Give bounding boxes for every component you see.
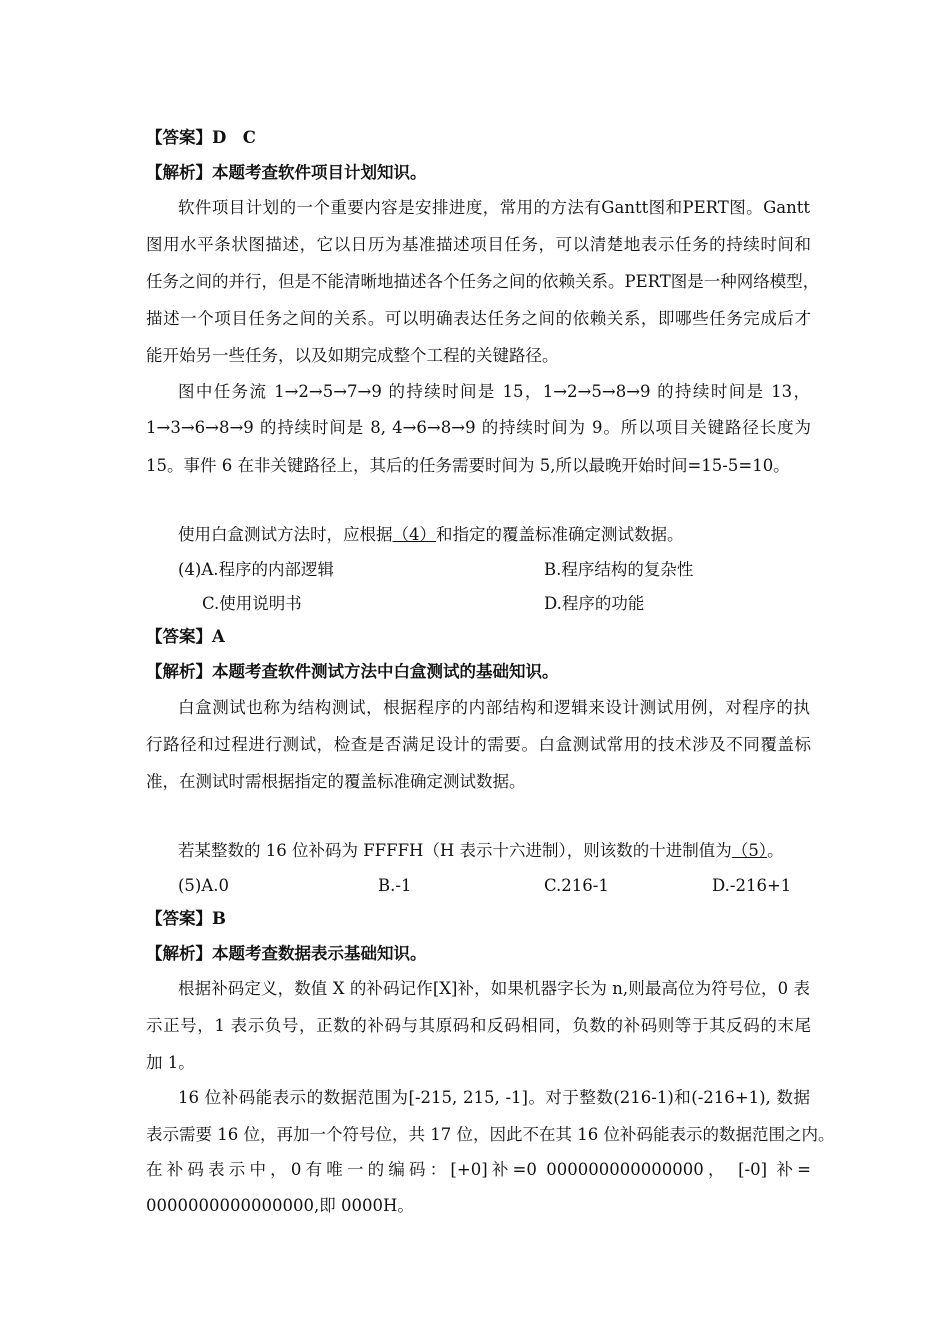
q5-option-b: B.-1 <box>378 876 412 895</box>
q5-answer <box>146 909 811 929</box>
q5-option-c: C.216-1 <box>544 876 609 895</box>
q4-para1-line: 白盒测试也称为结构测试，根据程序的内部结构和逻辑来设计测试用例，对程序的执 <box>178 698 810 717</box>
q4-para1-line: 准，在测试时需根据指定的覆盖标准确定测试数据。 <box>146 772 526 791</box>
q4-answer-label: 【答案】 <box>146 627 212 646</box>
q3-analysis-heading <box>146 163 811 183</box>
q4-option-a: (4)A.程序的内部逻辑 <box>178 560 335 579</box>
q5-para2-line: 表示需要 16 位，再加一个符号位，共 17 位，因此不在其 16 位补码能表示的数据范围之内。 <box>146 1125 835 1144</box>
q5-option-a: (5)A.0 <box>178 876 230 895</box>
q3-para2-line: 15。事件 6 在非关键路径上，其后的任务需要时间为 5,所以最晚开始时间=15-5=10。 <box>146 456 790 475</box>
q4-option-b: B.程序结构的复杂性 <box>544 560 694 579</box>
q3-para1-line: 任务之间的并行，但是不能清晰地描述各个任务之间的依赖关系。PERT图是一种网络模型， <box>146 272 820 291</box>
q5-answer-label: 【答案】 <box>146 909 212 928</box>
q4-option-c: C.使用说明书 <box>202 594 302 613</box>
q4-para1-line: 行路径和过程进行测试，检查是否满足设计的需要。白盒测试常用的技术涉及不同覆盖标 <box>146 735 811 754</box>
q3-answer-value: D C <box>212 128 256 147</box>
q3-para1-line: 软件项目计划的一个重要内容是安排进度，常用的方法有Gantt图和PERT图。Gantt <box>178 198 810 217</box>
q4-answer-value: A <box>212 627 225 646</box>
q5-stem <box>178 841 843 861</box>
q5-para2-line: 0000000000000000,即 0000H。 <box>146 1196 414 1215</box>
q5-analysis-label: 【解析】 <box>146 944 212 963</box>
q5-analysis-title: 本题考查数据表示基础知识。 <box>212 944 427 963</box>
q3-para1-line: 描述一个项目任务之间的关系。可以明确表达任务之间的依赖关系，即哪些任务完成后才 <box>146 309 811 328</box>
q4-stem-text: 使用白盒测试方法时，应根据 <box>178 525 393 544</box>
q5-para2-line: 在补码表示中，0有唯一的编码：[+0]补=0 000000000000000， [-0] 补= <box>146 1160 811 1179</box>
q5-answer-value: B <box>212 909 226 928</box>
q4-blank: （4） <box>392 525 436 544</box>
q4-analysis-title: 本题考查软件测试方法中白盒测试的基础知识。 <box>212 662 559 681</box>
q4-answer <box>146 627 811 647</box>
q5-blank: （5） <box>731 841 768 860</box>
q5-para1-line: 加 1。 <box>146 1053 195 1072</box>
q5-para1-line: 示正号，1 表示负号，正数的补码与其原码和反码相同，负数的补码则等于其反码的末尾 <box>146 1016 811 1035</box>
q3-answer <box>146 128 811 148</box>
q3-para1-line: 能开始另一些任务，以及如期完成整个工程的关键路径。 <box>146 346 559 365</box>
q3-para2-line: 1→3→6→8→9 的持续时间是 8, 4→6→8→9 的持续时间为 9。所以项目关键路径长度为 <box>146 418 811 437</box>
q5-para1-line: 根据补码定义，数值 X 的补码记作[X]补，如果机器字长为 n,则最高位为符号位，0 表 <box>178 979 810 998</box>
q5-para2-line: 16 位补码能表示的数据范围为[-215, 215, -1]。对于整数(216-1)和(-216+1), 数据 <box>178 1088 810 1107</box>
q5-option-d: D.-216+1 <box>712 876 792 895</box>
q3-analysis-title: 本题考查软件项目计划知识。 <box>212 163 427 182</box>
q4-option-d: D.程序的功能 <box>544 594 645 613</box>
q4-analysis-label: 【解析】 <box>146 662 212 681</box>
q3-para2-line: 图中任务流 1→2→5→7→9 的持续时间是 15，1→2→5→8→9 的持续时间是 13， <box>178 382 810 401</box>
q5-analysis-heading <box>146 944 811 964</box>
q3-para1-line: 图用水平条状图描述，它以日历为基准描述项目任务，可以清楚地表示任务的持续时间和 <box>146 235 811 254</box>
q4-stem <box>178 525 843 545</box>
q5-stem-text: 若某整数的 16 位补码为 FFFFH（H 表示十六进制），则该数的十进制值为 <box>178 841 732 860</box>
q5-stem-text-end: 。 <box>767 841 784 860</box>
q4-analysis-heading <box>146 662 811 682</box>
q3-answer-label: 【答案】 <box>146 128 212 147</box>
q4-stem-text-end: 和指定的覆盖标准确定测试数据。 <box>436 525 684 544</box>
q3-analysis-label: 【解析】 <box>146 163 212 182</box>
